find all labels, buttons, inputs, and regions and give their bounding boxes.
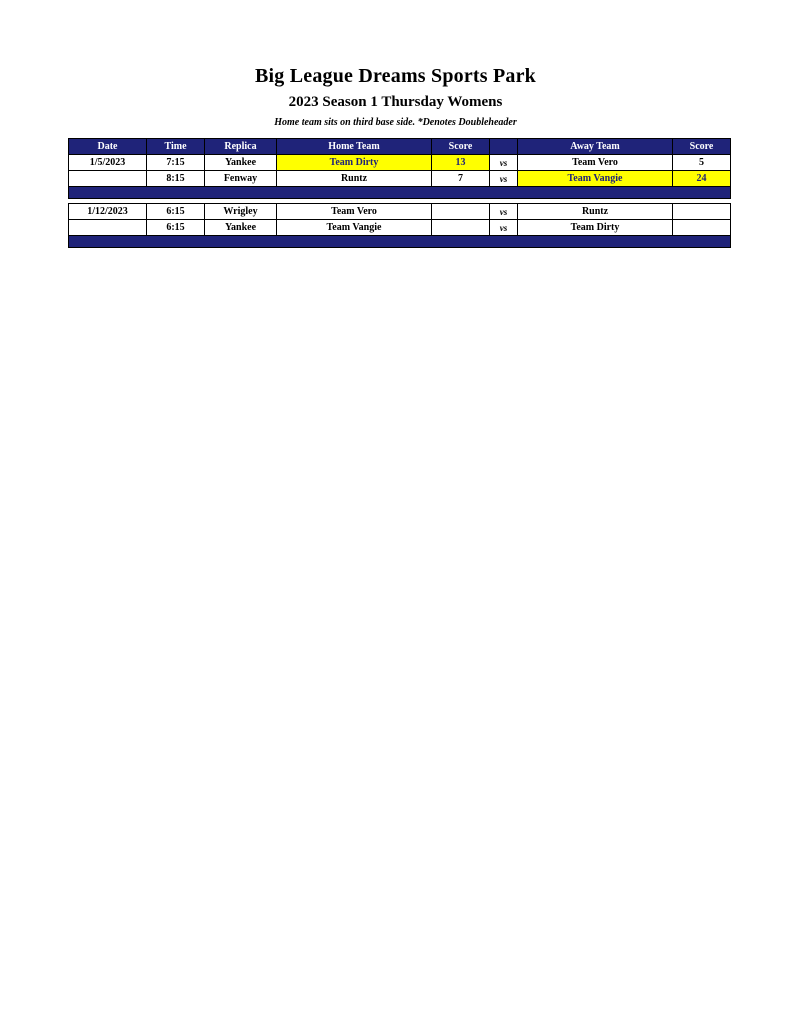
cell-replica: Wrigley [205,204,277,220]
table-row [69,204,731,220]
cell-time: 7:15 [147,155,205,171]
cell-vs: vs [490,171,518,187]
schedule-table-wrapper [0,138,791,248]
table-spacer-row [69,187,731,199]
cell-vs: vs [490,155,518,171]
cell-date: 1/5/2023 [69,155,147,171]
column-header-home-score: Score [432,139,490,155]
cell-vs: vs [490,204,518,220]
cell-time: 6:15 [147,220,205,236]
cell-home-team: Team Vero [277,204,432,220]
cell-time: 6:15 [147,204,205,220]
schedule-table [68,138,731,248]
column-header-replica: Replica [205,139,277,155]
cell-vs: vs [490,220,518,236]
cell-home-team: Team Dirty [277,155,432,171]
table-spacer-row [69,236,731,248]
spacer-cell [69,187,731,199]
column-header-vs [490,139,518,155]
cell-date [69,171,147,187]
table-row [69,155,731,171]
cell-replica: Yankee [205,155,277,171]
cell-date: 1/12/2023 [69,204,147,220]
cell-home-score [432,204,490,220]
table-row [69,220,731,236]
document-header [0,0,791,129]
cell-away-score [673,204,731,220]
cell-home-score [432,220,490,236]
cell-away-score: 24 [673,171,731,187]
page-note: Home team sits on third base side. *Denotes Doubleheader [274,117,517,128]
cell-time: 8:15 [147,171,205,187]
cell-away-team: Team Vangie [518,171,673,187]
cell-home-team: Runtz [277,171,432,187]
column-header-date: Date [69,139,147,155]
column-header-time: Time [147,139,205,155]
table-body [69,155,731,248]
cell-replica: Yankee [205,220,277,236]
page-title: Big League Dreams Sports Park [255,65,536,87]
cell-away-team: Runtz [518,204,673,220]
page-subtitle: 2023 Season 1 Thursday Womens [288,94,503,110]
cell-home-score: 7 [432,171,490,187]
cell-away-score: 5 [673,155,731,171]
column-header-home-team: Home Team [277,139,432,155]
table-row [69,171,731,187]
table-head [69,139,731,155]
cell-home-score: 13 [432,155,490,171]
column-header-away-score: Score [673,139,731,155]
spacer-cell [69,236,731,248]
cell-away-team: Team Dirty [518,220,673,236]
cell-replica: Fenway [205,171,277,187]
cell-date [69,220,147,236]
cell-away-score [673,220,731,236]
column-header-away-team: Away Team [518,139,673,155]
cell-home-team: Team Vangie [277,220,432,236]
table-header-row [69,139,731,155]
cell-away-team: Team Vero [518,155,673,171]
